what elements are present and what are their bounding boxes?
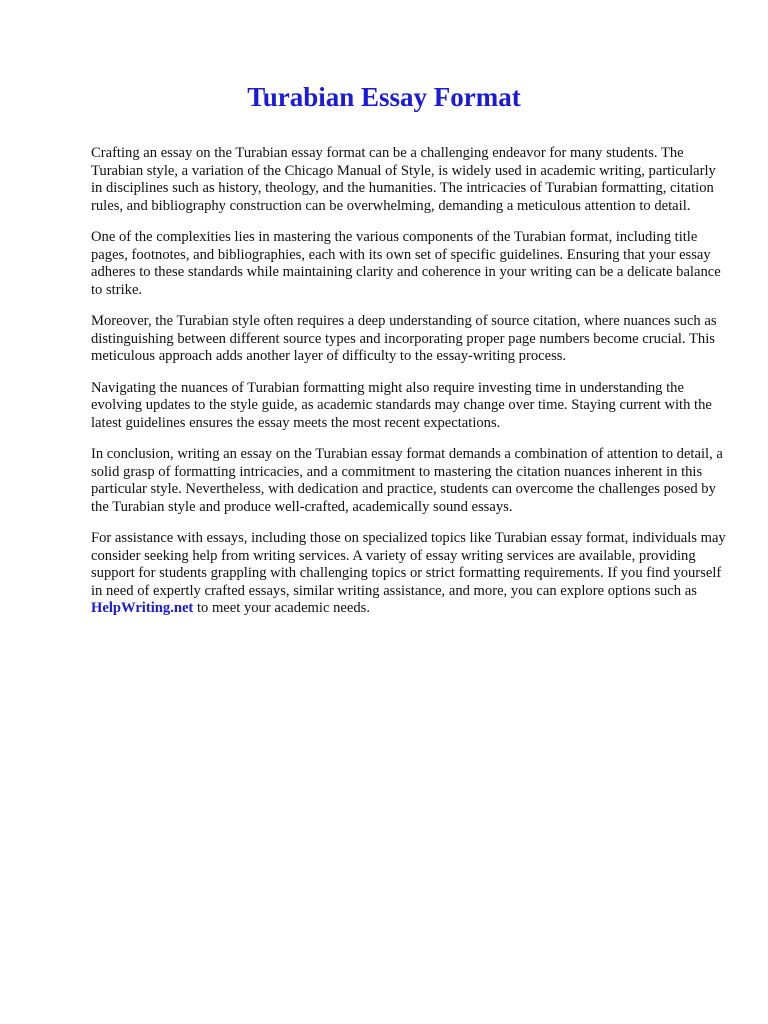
document-title: Turabian Essay Format	[247, 82, 521, 112]
helpwriting-link[interactable]: HelpWriting.net	[91, 600, 194, 616]
paragraph-1: Crafting an essay on the Turabian essay format can be a challenging endeavor for many students. The Turabian style, a variation of the Chicago Manual of Style, is widely used in academic writing, particularly in disciplines such as history, theology, and the humanities. The intricacies of Turabian formatting, citation rules, and bibliography construction can be overwhelming, demanding a meticulous attention to detail.	[91, 145, 716, 214]
paragraph-6-text-before-link: For assistance with essays, including those on specialized topics like Turabian essay format, individuals may consider seeking help from writing services. A variety of essay writing services are available, providing support for students grappling with challenging topics or strict formatting requirements. If you find yourself in need of expertly crafted essays, similar writing assistance, and more, you can explore options such as	[91, 530, 726, 599]
paragraph-2: One of the complexities lies in mastering the various components of the Turabian format, including title pages, footnotes, and bibliographies, each with its own set of specific guidelines. Ensuring that your essay adheres to these standards while maintaining clarity and coherence in your writing can be a delicate balance to strike.	[91, 229, 721, 298]
paragraph-5: In conclusion, writing an essay on the Turabian essay format demands a combination of attention to detail, a solid grasp of formatting intricacies, and a commitment to mastering the citation nuances inherent in this particular style. Nevertheless, with dedication and practice, students can overcome the challenges posed by the Turabian style and produce well-crafted, academically sound essays.	[91, 446, 723, 515]
paragraph-6	[91, 530, 726, 618]
document-body	[91, 145, 726, 632]
paragraph-3: Moreover, the Turabian style often requires a deep understanding of source citation, where nuances such as distinguishing between different source types and incorporating proper page numbers become crucial. This meticulous approach adds another layer of difficulty to the essay-writing process.	[91, 313, 717, 364]
paragraph-6-text-after-link: to meet your academic needs.	[193, 600, 370, 616]
paragraph-4: Navigating the nuances of Turabian formatting might also require investing time in understanding the evolving updates to the style guide, as academic standards may change over time. Staying current with the latest guidelines ensures the essay meets the most recent expectations.	[91, 379, 712, 431]
